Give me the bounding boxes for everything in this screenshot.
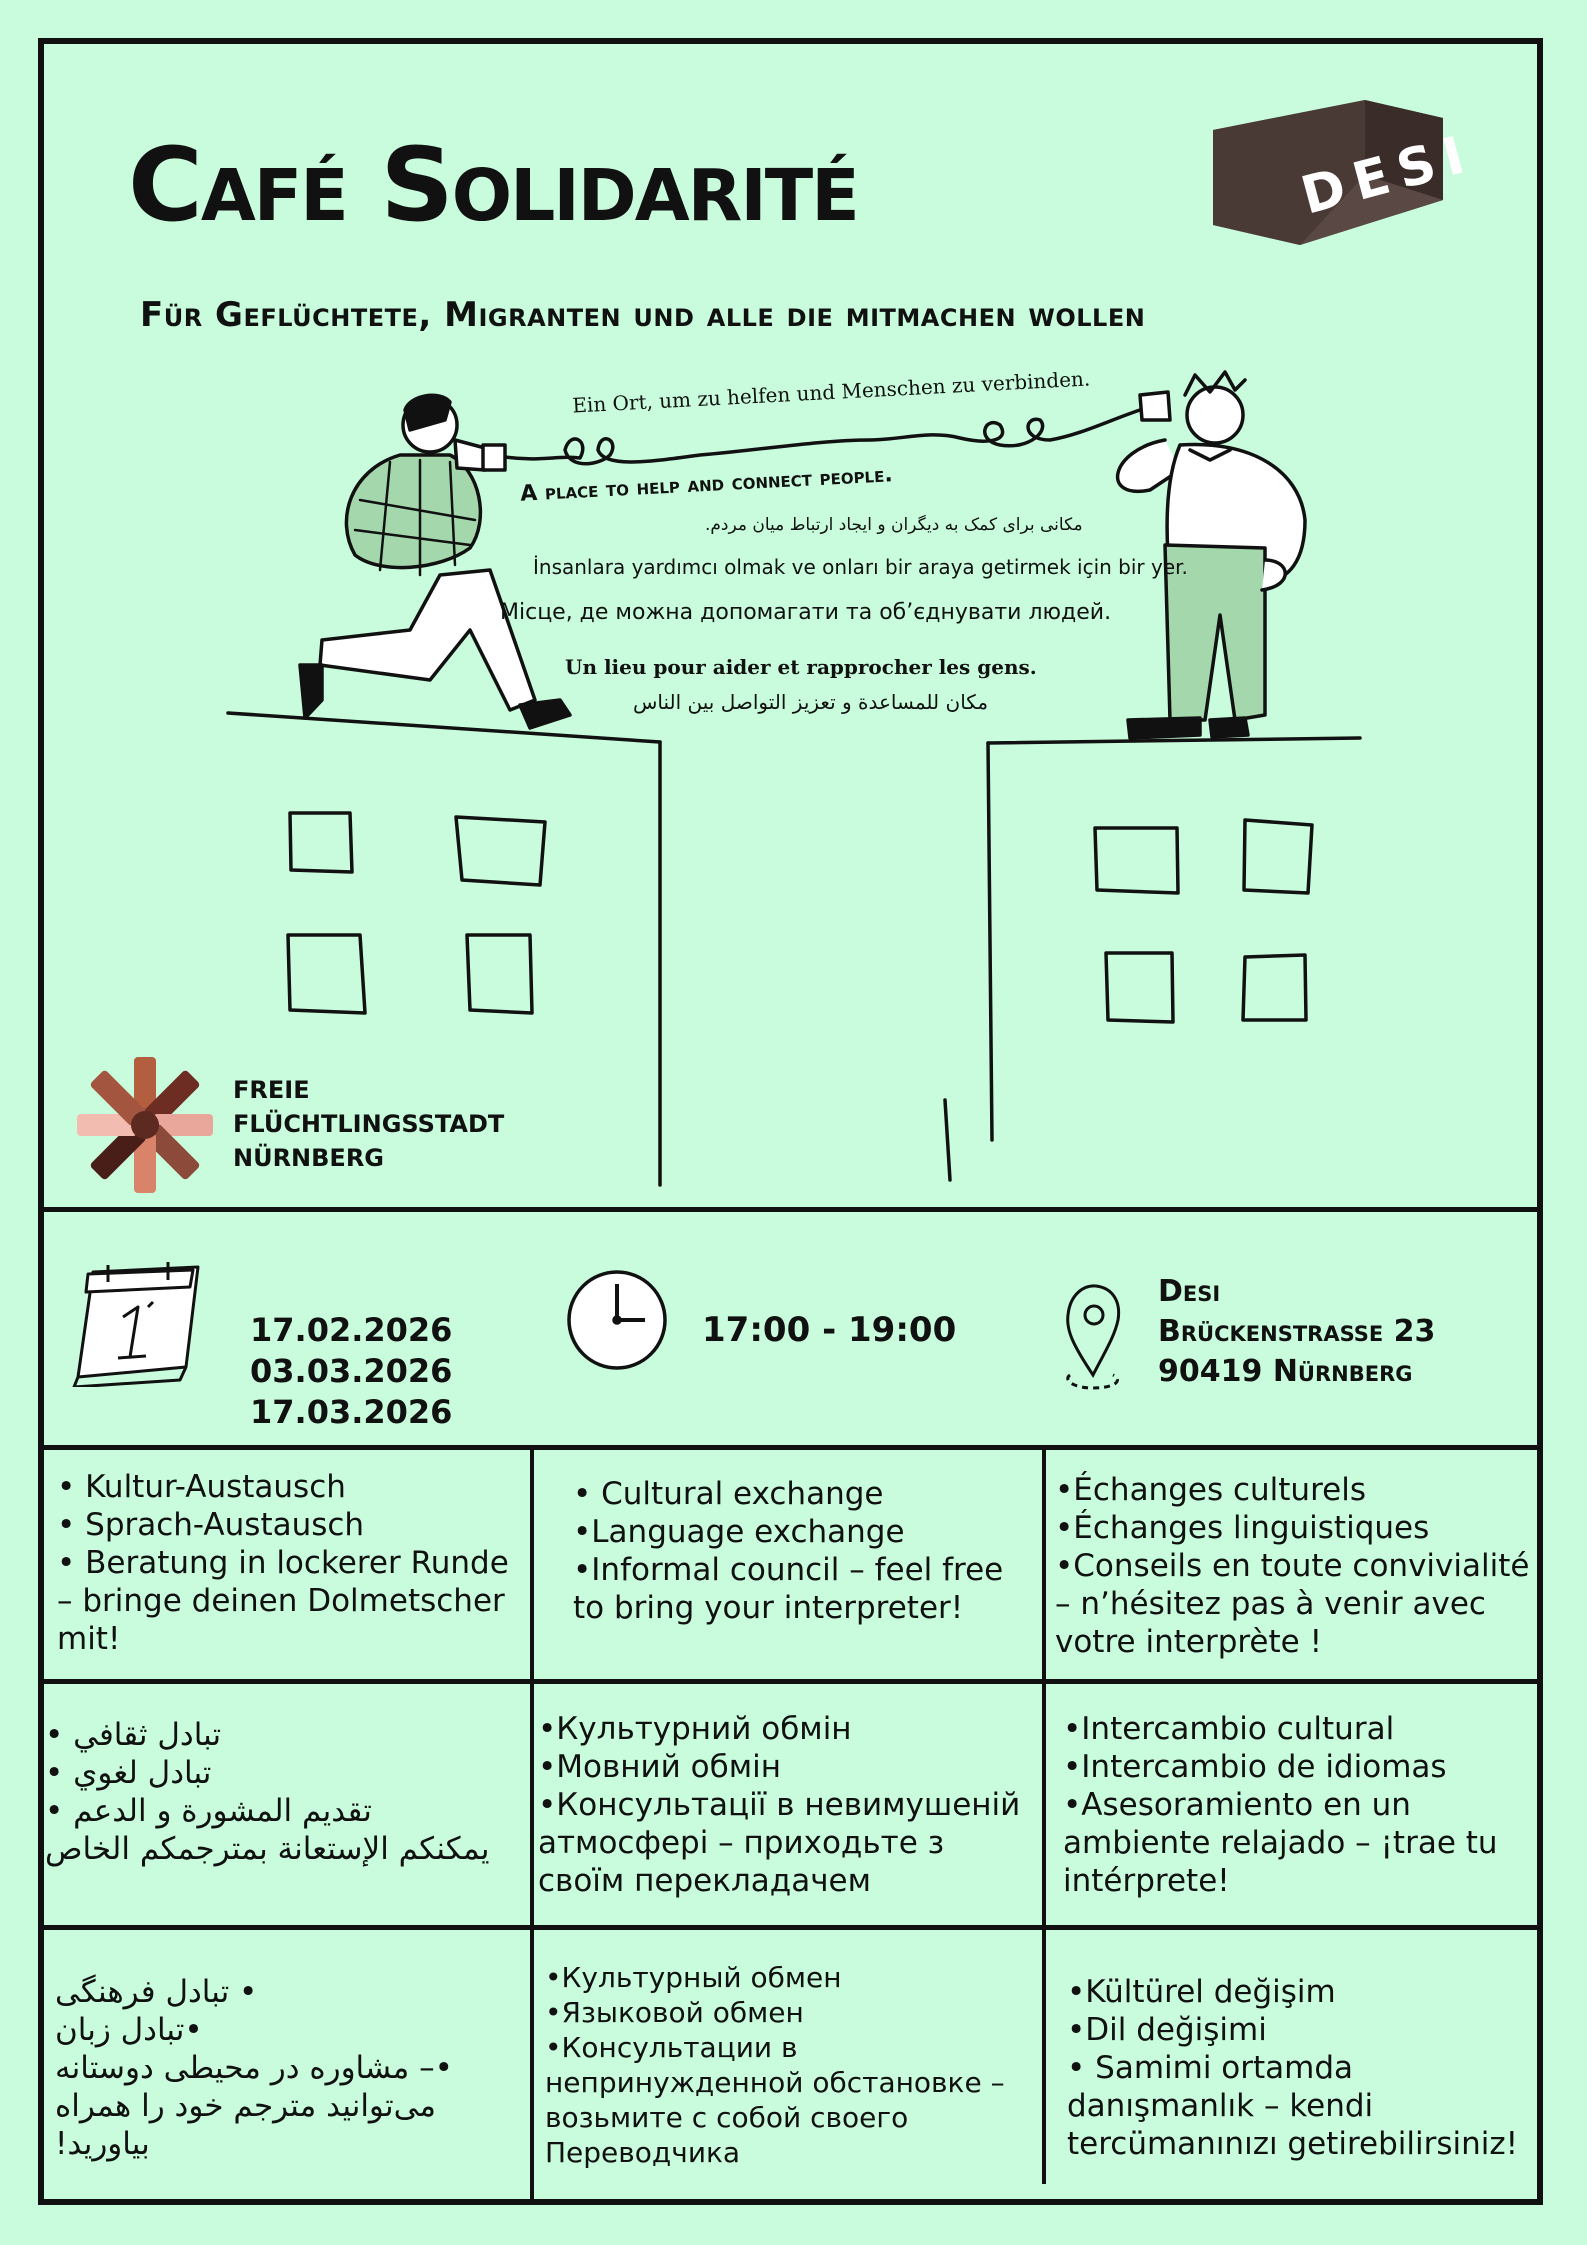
- event-address: [1158, 1272, 1435, 1392]
- tagline-ukrainian: Місце, де можна допомагати та об’єднувати людей.: [500, 600, 1112, 625]
- tagline-english: A place to help and connect people.: [519, 462, 894, 507]
- offer-line: تقديم المشورة و الدعم •: [45, 1793, 372, 1829]
- divider: [38, 1679, 1543, 1684]
- divider: [38, 1445, 1543, 1450]
- poster-title: Café Solidarité: [128, 126, 858, 245]
- offer-cell-arabic: [45, 1716, 515, 1868]
- offer-cell-german: [57, 1468, 517, 1658]
- offer-line: •Informal council – feel free to bring your interpreter!: [573, 1552, 1004, 1626]
- offer-cell-turkish: [1067, 1973, 1537, 2163]
- offer-line: •Мовний обмін: [538, 1749, 782, 1785]
- offer-cell-spanish: [1063, 1710, 1533, 1900]
- offer-line: •Asesoramiento en un ambiente relajado – ¡trae tu intérprete!: [1063, 1787, 1498, 1899]
- address-line: Brückenstraße 23: [1158, 1314, 1436, 1349]
- offer-cell-english: [573, 1475, 1023, 1627]
- tagline-arabic: مكان للمساعدة و تعزيز التواصل بين الناس: [633, 690, 989, 714]
- calendar-icon: [68, 1262, 203, 1387]
- offer-line: •Conseils en toute convivialité – n’hésitez pas à venir avec votre interprète !: [1055, 1548, 1530, 1660]
- offer-line: • Cultural exchange: [573, 1476, 884, 1512]
- offer-cell-ukrainian: [538, 1710, 1038, 1900]
- offer-line: •Intercambio cultural: [1063, 1711, 1395, 1747]
- offer-line: •Intercambio de idiomas: [1063, 1749, 1447, 1785]
- tagline-french: Un lieu pour aider et rapprocher les gens.: [565, 655, 1037, 679]
- event-date: 17.03.2026: [250, 1393, 453, 1431]
- offer-line: •Language exchange: [573, 1514, 905, 1550]
- event-date: 17.02.2026: [250, 1311, 453, 1349]
- offer-line: • تبادل فرهنگی: [55, 1974, 258, 2010]
- partner-name: [233, 1073, 504, 1175]
- offer-line: تبادل ثقافي •: [45, 1717, 222, 1753]
- clock-icon: [565, 1262, 670, 1374]
- offer-line: • Beratung in lockerer Runde – bringe deinen Dolmetscher mit!: [57, 1545, 509, 1657]
- offer-line: •Культурний обмін: [538, 1711, 852, 1747]
- divider: [1042, 1448, 1046, 2184]
- partner-line: FLÜCHTLINGSSTADT: [233, 1110, 505, 1138]
- offer-line: •Культурный обмен: [545, 1961, 842, 1994]
- desi-logo-text: DESI: [1295, 123, 1481, 227]
- partner-line: FREIE: [233, 1076, 310, 1104]
- offer-line: • Kultur-Austausch: [57, 1469, 346, 1505]
- offer-line: •Kültürel değişim: [1067, 1974, 1336, 2010]
- divider: [38, 1207, 1543, 1212]
- tagline-german: Ein Ort, um zu helfen und Menschen zu verbinden.: [571, 366, 1091, 418]
- offer-line: •Консультації в невимушеній атмосфері – приходьте з своїм перекладачем: [538, 1787, 1021, 1899]
- offer-line: •– مشاوره در محیطی دوستانه می‌توانید مترجم خود را همراه بیاورید!: [55, 2050, 453, 2162]
- tagline-turkish: İnsanlara yardımcı olmak ve onları bir araya getirmek için bir yer.: [533, 555, 1188, 579]
- event-time: 17:00 - 19:00: [702, 1310, 957, 1350]
- offer-line: •Échanges culturels: [1055, 1472, 1366, 1508]
- tagline-persian: مکانی برای کمک به دیگران و ایجاد ارتباط میان مردم.: [705, 515, 1083, 535]
- offer-line: • Sprach-Austausch: [57, 1507, 365, 1543]
- address-line: Desi: [1158, 1274, 1221, 1309]
- offer-line: •Консультации в непринужденной обстановке – возьмите с собой своего Переводчика: [545, 2031, 1005, 2169]
- freie-fluechtlingsstadt-logo: [75, 1055, 215, 1195]
- offer-line: يمكنكم الإستعانة بمترجمكم الخاص: [45, 1831, 490, 1867]
- offer-line: •Dil değişimi: [1067, 2012, 1267, 2048]
- offer-cell-russian: [545, 1960, 1025, 2170]
- offer-line: •Échanges linguistiques: [1055, 1510, 1430, 1546]
- offer-cell-french: [1055, 1471, 1535, 1661]
- event-dates: [250, 1310, 452, 1433]
- poster-subtitle: Für Geflüchtete, Migranten und alle die mitmachen wollen: [140, 295, 1146, 335]
- divider: [38, 1925, 1543, 1930]
- offer-line: تبادل لغوي •: [45, 1755, 212, 1791]
- location-pin-icon: [1058, 1280, 1128, 1392]
- event-date: 03.03.2026: [250, 1352, 453, 1390]
- offer-line: •تبادل زبان: [55, 2012, 203, 2048]
- divider: [530, 1448, 534, 2204]
- offer-cell-persian: [55, 1973, 515, 2163]
- offer-line: • Samimi ortamda danışmanlık – kendi tercümanınızı getirebilirsiniz!: [1067, 2050, 1519, 2162]
- partner-line: NÜRNBERG: [233, 1144, 385, 1172]
- offer-line: •Языковой обмен: [545, 1996, 804, 2029]
- address-line: 90419 Nürnberg: [1158, 1354, 1413, 1389]
